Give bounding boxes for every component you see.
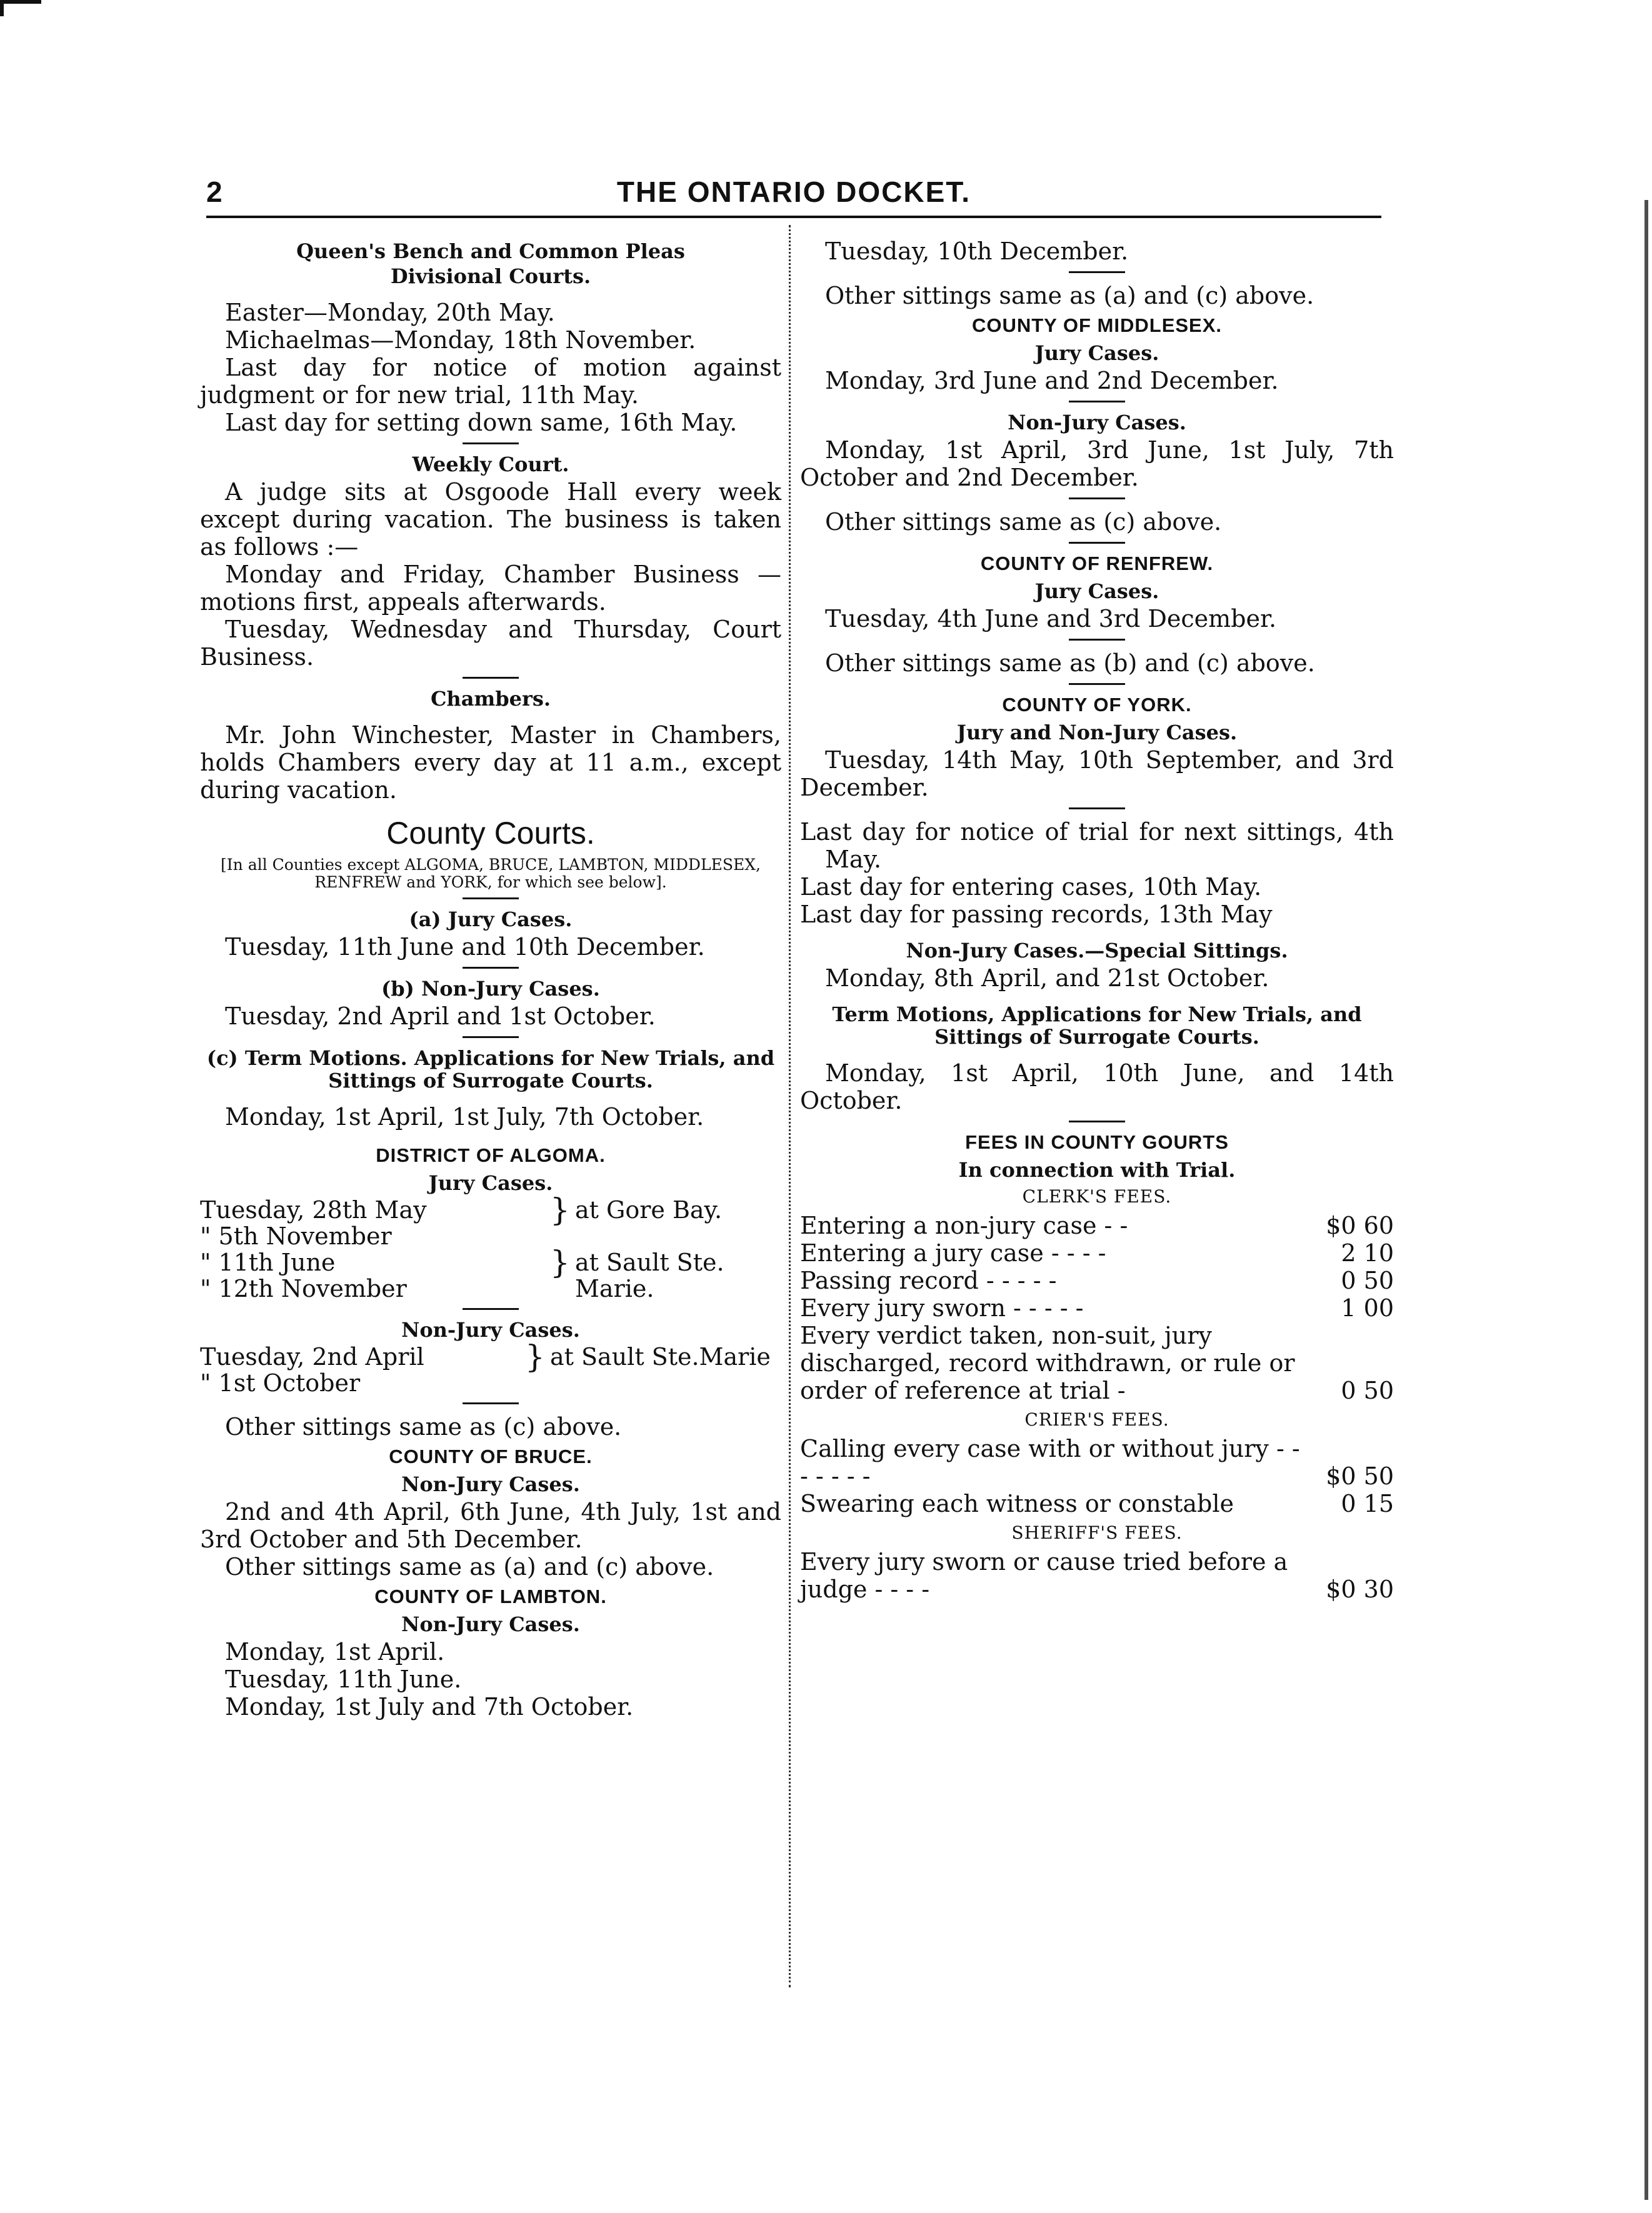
section-rule — [1069, 683, 1125, 685]
term-motions-text: Monday, 1st April, 10th June, and 14th October. — [800, 1059, 1394, 1114]
weekly-chamber: Monday and Friday, Chamber Business —motions first, appeals afterwards. — [200, 561, 781, 616]
algoma-nonjury-title: Non-Jury Cases. — [401, 1318, 580, 1342]
renfrew-jury-title: Jury Cases. — [1034, 579, 1159, 603]
weekly-text: A judge sits at Osgoode Hall every week except during vacation. The business is taken as follows :— — [200, 478, 781, 561]
bruce-text: 2nd and 4th April, 6th June, 4th July, 1st and 3rd October and 5th December. — [200, 1498, 781, 1553]
york-title: COUNTY OF YORK. — [1002, 694, 1192, 716]
brace-icon: } — [550, 1192, 570, 1228]
county-courts-title: County Courts. — [386, 816, 595, 851]
nonjury-cases-b-text: Tuesday, 2nd April and 1st October. — [225, 1002, 656, 1030]
qb-title: Queen's Bench and Common Pleas — [296, 239, 685, 263]
bruce-title: COUNTY OF BRUCE. — [389, 1446, 593, 1467]
lambton-subtitle: Non-Jury Cases. — [401, 1612, 580, 1636]
york-passing: Last day for passing records, 13th May — [800, 901, 1273, 928]
qb-easter: Easter—Monday, 20th May. — [225, 299, 555, 326]
qb-subtitle: Divisional Courts. — [390, 264, 591, 288]
renfrew-title: COUNTY OF RENFREW. — [980, 552, 1214, 574]
york-subtitle: Jury and Non-Jury Cases. — [956, 721, 1238, 744]
algoma-nonjury-schedule — [200, 1339, 781, 1397]
section-rule — [463, 967, 519, 969]
special-sittings-text: Monday, 8th April, and 21st October. — [825, 964, 1269, 992]
header-rule — [206, 216, 1381, 218]
middlesex-title: COUNTY OF MIDDLESEX. — [971, 314, 1223, 336]
algoma-date: Tuesday, 28th May — [200, 1196, 427, 1224]
fees-subtitle: In connection with Trial. — [958, 1158, 1236, 1182]
jury-cases-a-text: Tuesday, 11th June and 10th December. — [225, 933, 705, 961]
algoma-place: at Sault Ste. Marie. — [575, 1249, 724, 1302]
weekly-title: Weekly Court. — [412, 452, 569, 476]
algoma-jury-schedule-2 — [200, 1244, 781, 1302]
special-sittings-title: Non-Jury Cases.—Special Sittings. — [906, 939, 1288, 962]
algoma-date: " 11th June — [200, 1249, 336, 1276]
section-rule — [463, 1036, 519, 1038]
qb-notice: Last day for notice of motion against judgment or for new trial, 11th May. — [200, 354, 781, 409]
bruce-other: Other sittings same as (a) and (c) above. — [225, 1553, 714, 1581]
section-rule — [1069, 497, 1125, 499]
section-rule — [1069, 271, 1125, 273]
section-rule — [463, 1308, 519, 1310]
renfrew-text: Tuesday, 4th June and 3rd December. — [825, 605, 1277, 632]
term-motions-title: Term Motions, Applications for New Trials, and Sittings of Surrogate Courts. — [832, 1002, 1362, 1049]
algoma-date: " 12th November — [200, 1275, 407, 1302]
section-rule — [463, 442, 519, 444]
carryover-line: Tuesday, 10th December. — [825, 237, 1129, 265]
clerk-fees-title: CLERK'S FEES. — [1022, 1186, 1172, 1207]
algoma-title: DISTRICT OF ALGOMA. — [376, 1144, 606, 1166]
lambton-line: Monday, 1st July and 7th October. — [225, 1693, 634, 1721]
fees-title: FEES IN COUNTY GOURTS — [965, 1131, 1229, 1153]
lambton-line: Monday, 1st April. — [225, 1638, 445, 1666]
renfrew-other: Other sittings same as (b) and (c) above. — [825, 649, 1315, 677]
york-text: Tuesday, 14th May, 10th September, and 3rd December. — [800, 746, 1394, 801]
section-rule — [463, 1402, 519, 1404]
running-title: THE ONTARIO DOCKET. — [616, 176, 971, 208]
fee-row: Every verdict taken, non-suit, jury discharged, record withdrawn, or rule or order of reference at trial - 0 50 — [800, 1322, 1394, 1404]
fee-row: Entering a jury case - - - - 2 10 — [800, 1239, 1394, 1267]
fee-row: Every jury sworn - - - - - 1 00 — [800, 1294, 1394, 1322]
page-number: 2 — [206, 176, 223, 208]
middlesex-nonjury-text: Monday, 1st April, 3rd June, 1st July, 7th October and 2nd December. — [800, 436, 1394, 491]
middlesex-other: Other sittings same as (c) above. — [825, 508, 1222, 536]
algoma-jury-title: Jury Cases. — [428, 1171, 553, 1195]
fee-row: Passing record - - - - - 0 50 — [800, 1267, 1394, 1294]
algoma-other: Other sittings same as (c) above. — [225, 1413, 622, 1441]
fee-row: Entering a non-jury case - - $0 60 — [800, 1212, 1394, 1239]
fee-row: Swearing each witness or constable 0 15 — [800, 1490, 1394, 1517]
chambers-text: Mr. John Winchester, Master in Chambers, holds Chambers every day at 11 a.m., except during vacation. — [200, 721, 781, 804]
qb-setdown: Last day for setting down same, 16th May. — [225, 409, 738, 436]
fee-row: Calling every case with or without jury - - - - - - - $0 50 — [800, 1435, 1394, 1490]
county-courts-note: [In all Counties except ALGOMA, BRUCE, LAMBTON, MIDDLESEX, RENFREW and YORK, for which see below]. — [221, 856, 761, 891]
chambers-title: Chambers. — [430, 687, 551, 711]
section-rule — [1069, 639, 1125, 641]
right-column — [800, 237, 1394, 1603]
middlesex-nonjury-title: Non-Jury Cases. — [1008, 411, 1186, 434]
crier-fees-title: CRIER'S FEES. — [1024, 1409, 1169, 1430]
sheriff-fees-title: SHERIFF'S FEES. — [1011, 1522, 1183, 1543]
column-divider — [789, 225, 791, 1987]
middlesex-jury-text: Monday, 3rd June and 2nd December. — [825, 367, 1279, 394]
lambton-title: COUNTY OF LAMBTON. — [374, 1586, 607, 1607]
algoma-jury-schedule-1 — [200, 1192, 781, 1250]
middlesex-jury-title: Jury Cases. — [1034, 341, 1159, 365]
jury-cases-a-title: (a) Jury Cases. — [409, 907, 573, 931]
section-rule — [1069, 1121, 1125, 1122]
term-motions-c-title: (c) Term Motions. Applications for New Trials, and Sittings of Surrogate Courts. — [206, 1046, 775, 1092]
algoma-place: at Gore Bay. — [575, 1196, 723, 1224]
york-entering: Last day for entering cases, 10th May. — [800, 873, 1262, 901]
bruce-subtitle: Non-Jury Cases. — [401, 1472, 580, 1496]
section-rule — [463, 897, 519, 899]
algoma-place: at Sault Ste.Marie — [550, 1343, 771, 1371]
algoma-date: Tuesday, 2nd April — [200, 1343, 424, 1371]
algoma-date: " 1st October — [200, 1369, 361, 1397]
section-rule — [1069, 807, 1125, 809]
nonjury-cases-b-title: (b) Non-Jury Cases. — [381, 977, 600, 1001]
carryover-other: Other sittings same as (a) and (c) above. — [825, 282, 1314, 309]
york-notice: Last day for notice of trial for next sittings, 4th May. — [800, 818, 1394, 873]
left-column — [200, 237, 781, 1721]
brace-icon: } — [525, 1339, 545, 1375]
scan-edge — [1638, 200, 1648, 2200]
section-rule — [1069, 542, 1125, 544]
weekly-court: Tuesday, Wednesday and Thursday, Court Business. — [200, 616, 781, 671]
scan-corner-mark — [0, 0, 41, 16]
section-rule — [1069, 401, 1125, 402]
section-rule — [463, 677, 519, 679]
brace-icon: } — [550, 1244, 570, 1281]
term-motions-c-text: Monday, 1st April, 1st July, 7th October. — [225, 1103, 704, 1131]
qb-michaelmas: Michaelmas—Monday, 18th November. — [225, 326, 696, 354]
algoma-date: " 5th November — [200, 1222, 392, 1250]
page-header — [206, 169, 1381, 219]
lambton-line: Tuesday, 11th June. — [225, 1666, 462, 1693]
fee-row: Every jury sworn or cause tried before a judge - - - - $0 30 — [800, 1548, 1394, 1603]
